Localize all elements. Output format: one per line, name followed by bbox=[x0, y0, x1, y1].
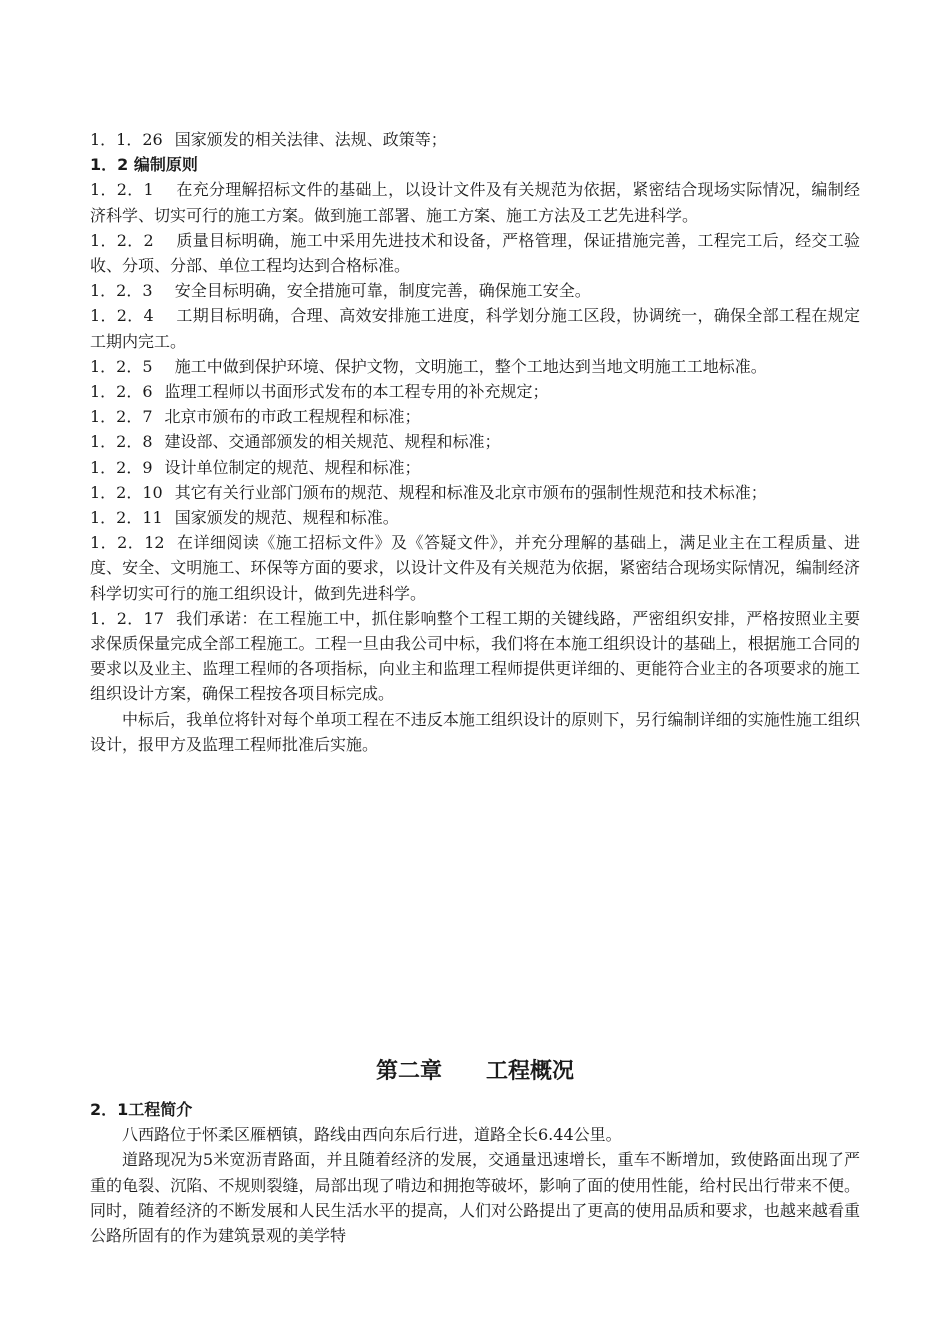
clause-1-2-7 bbox=[90, 404, 860, 429]
clause-text: 工期目标明确，合理、高效安排施工进度，科学划分施工区段，协调统一，确保全部工程在规定工期内完工。 bbox=[90, 306, 860, 351]
clause-text: 建设部、交通部颁发的相关规范、规程和标准； bbox=[164, 432, 501, 452]
clause-1-2-9 bbox=[90, 455, 860, 480]
clause-1-2-10 bbox=[90, 480, 860, 505]
clause-number: 1．2．5 bbox=[90, 356, 153, 376]
section-2-body bbox=[90, 1097, 860, 1248]
clause-number: 1．2．6 bbox=[90, 382, 153, 402]
chapter-name: 工程概况 bbox=[486, 1059, 575, 1084]
clause-number: 1．2．2 bbox=[90, 230, 154, 250]
clause-number: 1．2．12 bbox=[90, 533, 165, 553]
clause-text: 我们承诺：在工程施工中，抓住影响整个工程工期的关键线路，严密组织安排，严格按照业主要求保质保量完成全部工程施工。工程一旦由我公司中标，我们将在本施工组织设计的基础上，根据施工合同的要求以及业主、监理工程师的各项指标，向业主和监理工程师提供更详细的、更能符合业主的各项要求的施工组织设计方案，确保工程按各项目标完成。 bbox=[90, 608, 860, 704]
paragraph: 八西路位于怀柔区雁栖镇，路线由西向东后行进，道路全长6.44公里。 bbox=[122, 1125, 622, 1145]
clause-1-2-4 bbox=[90, 303, 860, 353]
clause-number: 1．2．17 bbox=[90, 608, 164, 628]
clause-1-2-8 bbox=[90, 429, 860, 454]
clause-1-1-26 bbox=[90, 127, 860, 152]
chapter-title bbox=[0, 1055, 950, 1089]
clause-number: 1．2．7 bbox=[90, 407, 153, 427]
closing-paragraph: 中标后，我单位将针对每个单项工程在不违反本施工组织设计的原则下，另行编制详细的实施性施工组织设计，报甲方及监理工程师批准后实施。 bbox=[90, 709, 860, 754]
clause-text: 国家颁发的相关法律、法规、政策等； bbox=[174, 130, 447, 149]
clause-text: 安全目标明确，安全措施可靠，制度完善，确保施工安全。 bbox=[174, 281, 591, 301]
clause-number: 1．2．1 bbox=[90, 180, 154, 200]
chapter-label: 第二章 bbox=[375, 1059, 442, 1084]
clause-text: 在详细阅读《施工招标文件》及《答疑文件》，并充分理解的基础上，满足业主在工程质量、进度、安全、文明施工、环保等方面的要求，以设计文件及有关规范为依据，紧密结合现场实际情况，编制经济科学切实可行的施工组织设计，做到先进科学。 bbox=[90, 533, 860, 603]
clause-text: 国家颁发的规范、规程和标准。 bbox=[174, 508, 399, 528]
clause-text: 质量目标明确，施工中采用先进技术和设备，严格管理，保证措施完善，工程完工后，经交工验收、分项、分部、单位工程均达到合格标准。 bbox=[90, 230, 860, 276]
clause-number: 1．2．10 bbox=[90, 482, 163, 502]
clause-1-2-2 bbox=[90, 228, 860, 278]
clause-text: 北京市颁布的市政工程规程和标准； bbox=[164, 407, 421, 427]
clause-text: 设计单位制定的规范、规程和标准； bbox=[164, 457, 421, 477]
section-1-body bbox=[90, 127, 860, 757]
clause-number: 1．2．8 bbox=[90, 432, 153, 452]
clause-number: 1．1．26 bbox=[90, 130, 163, 149]
clause-text: 监理工程师以书面形式发布的本工程专用的补充规定； bbox=[164, 382, 549, 402]
clause-1-2-11 bbox=[90, 505, 860, 530]
clause-text: 施工中做到保护环境、保护文物，文明施工，整个工地达到当地文明施工工地标准。 bbox=[174, 356, 767, 376]
paragraph: 道路现况为5米宽沥青路面，并且随着经济的发展，交通量迅速增长，重车不断增加，致使路面出现了严重的龟裂、沉陷、不规则裂缝，局部出现了啃边和拥抱等破坏，影响了面的使用性能，给村民出行带来不便。同时，随着经济的不断发展和人民生活水平的提高，人们对公路提出了更高的使用品质和要求，也越来越看重公路所固有的作为建筑景观的美学特 bbox=[90, 1150, 860, 1246]
clause-text: 其它有关行业部门颁布的规范、规程和标准及北京市颁布的强制性规范和技术标准； bbox=[174, 482, 767, 502]
clause-number: 1．2．11 bbox=[90, 508, 163, 528]
clause-number: 1．2．4 bbox=[90, 306, 154, 326]
section-heading-2-1: 2．1工程简介 bbox=[90, 1100, 193, 1119]
clause-number: 1．2．9 bbox=[90, 457, 153, 477]
clause-text: 在充分理解招标文件的基础上，以设计文件及有关规范为依据，紧密结合现场实际情况，编制经济科学、切实可行的施工方案。做到施工部署、施工方案、施工方法及工艺先进科学。 bbox=[90, 180, 860, 225]
clause-1-2-1 bbox=[90, 177, 860, 227]
clause-1-2-17 bbox=[90, 606, 860, 707]
clause-number: 1．2．3 bbox=[90, 281, 153, 301]
clause-1-2-6 bbox=[90, 379, 860, 404]
section-heading-1-2: 1．2 编制原则 bbox=[90, 155, 198, 175]
clause-1-2-5 bbox=[90, 354, 860, 379]
clause-1-2-12 bbox=[90, 530, 860, 606]
clause-1-2-3 bbox=[90, 278, 860, 303]
